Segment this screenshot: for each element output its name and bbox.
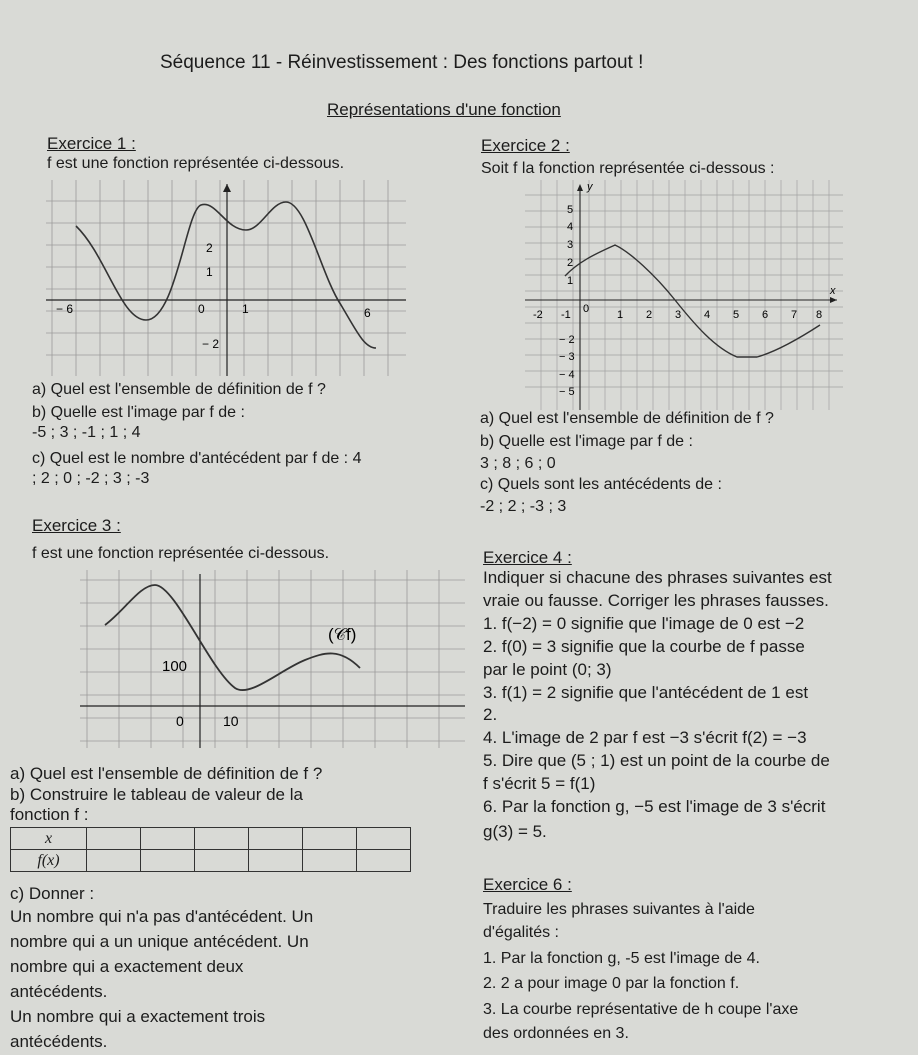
ex4-heading: Exercice 4 : [483,548,572,567]
ex4-line-1: Indiquer si chacune des phrases suivantes est [483,568,832,587]
ex1-graph [46,180,406,376]
ex3-item-6: antécédents. [10,1032,108,1051]
ex3-item-1: Un nombre qui n'a pas d'antécédent. Un [10,907,314,926]
ex4-line-7: 2. [483,705,498,724]
ex1-intro: f est une fonction représentée ci-dessous. [47,155,345,172]
ex3-heading: Exercice 3 : [32,516,121,535]
ex2-x3: 3 [675,309,682,321]
table-cell[interactable] [141,828,195,850]
ex2-xm2: -2 [533,309,543,321]
table-cell[interactable] [141,850,195,872]
ex3-x0: 0 [176,713,184,729]
ex3-row-x [11,828,411,850]
ex4-line-9: 5. Dire que (5 ; 1) est un point de la courbe de [483,751,830,770]
table-cell[interactable] [87,828,141,850]
ex3-intro: f est une fonction représentée ci-dessous. [32,545,330,562]
ex4-line-8: 4. L'image de 2 par f est −3 s'écrit f(2) = −3 [483,728,807,747]
ex1-lbl-6: 6 [364,306,371,320]
ex2-x8: 8 [816,309,823,321]
ex1-lbl-x1: 1 [242,302,249,316]
ex6-line-2: d'égalités : [483,924,559,941]
ex3-curve-label: (𝒞f) [328,625,357,644]
ex2-x1: 1 [617,309,624,321]
table-cell[interactable] [87,850,141,872]
ex3-item-2: nombre qui a un unique antécédent. Un [10,932,309,951]
ex2-y4: 4 [567,221,574,233]
ex1-lbl-2: 2 [206,241,213,255]
table-cell[interactable] [303,850,357,872]
ex2-axis-y: y [587,181,593,193]
ex6-line-6: des ordonnées en 3. [483,1025,629,1042]
ex6-heading: Exercice 6 : [483,875,572,894]
ex3-qa: a) Quel est l'ensemble de définition de f ? [10,764,323,783]
ex1-grid [46,180,406,376]
ex2-heading: Exercice 2 : [481,136,570,155]
ex3-row-fx-label: f(x) [11,850,87,872]
ex1-lbl-1: 1 [206,265,213,279]
ex4-line-3: 1. f(−2) = 0 signifie que l'image de 0 est −2 [483,614,805,633]
ex1-lbl-m6: − 6 [56,302,74,316]
ex2-qb: b) Quelle est l'image par f de : [480,433,693,450]
ex2-x6: 6 [762,309,769,321]
ex3-graph [80,570,465,748]
ex3-curve [105,585,360,690]
table-cell[interactable] [357,828,411,850]
ex4-line-6: 3. f(1) = 2 signifie que l'antécédent de 1 est [483,683,809,702]
page-subtitle: Représentations d'une fonction [327,100,561,119]
ex2-y3: 3 [567,239,574,251]
ex2-x5: 5 [733,309,740,321]
table-cell[interactable] [249,850,303,872]
ex2-y5: 5 [567,204,574,216]
ex6-line-3: 1. Par la fonction g, -5 est l'image de 4. [483,950,760,967]
page-title: Séquence 11 - Réinvestissement : Des fonctions partout ! [160,52,644,73]
ex1-qc: c) Quel est le nombre d'antécédent par f de : 4 [32,450,362,467]
ex3-value-table [10,827,411,872]
ex2-ym4: − 4 [559,369,575,381]
ex2-ym3: − 3 [559,351,575,363]
ex4-line-10: f s'écrit 5 = f(1) [483,774,596,793]
ex1-qc-values: ; 2 ; 0 ; -2 ; 3 ; -3 [32,470,150,487]
ex3-item-3: nombre qui a exactement deux [10,957,244,976]
ex2-qb-values: 3 ; 8 ; 6 ; 0 [480,455,556,472]
ex2-x0: 0 [583,303,590,315]
table-cell[interactable] [357,850,411,872]
table-cell[interactable] [303,828,357,850]
ex2-qc: c) Quels sont les antécédents de : [480,476,722,493]
ex1-lbl-0: 0 [198,302,205,316]
ex2-xm1: -1 [561,309,571,321]
ex3-qb2: fonction f : [10,805,89,824]
ex2-curve [565,245,823,357]
ex4-line-11: 6. Par la fonction g, −5 est l'image de 3 s'écrit [483,797,826,816]
ex1-qa: a) Quel est l'ensemble de définition de f ? [32,381,326,398]
ex6-line-5: 3. La courbe représentative de h coupe l'axe [483,1001,799,1018]
ex2-qa: a) Quel est l'ensemble de définition de f ? [480,410,774,427]
ex2-x4: 4 [704,309,711,321]
ex2-x2: 2 [646,309,653,321]
ex1-lbl-m2: − 2 [202,337,220,351]
ex3-grid [80,570,465,748]
ex2-y1: 1 [567,275,574,287]
ex3-x10: 10 [223,713,239,729]
ex2-axis-x: x [830,285,836,297]
ex1-qb: b) Quelle est l'image par f de : [32,404,245,421]
ex2-x-arrow [830,297,837,303]
ex2-ym2: − 2 [559,334,575,346]
ex1-y-arrow [223,184,231,192]
ex2-qc-values: -2 ; 2 ; -3 ; 3 [480,498,567,515]
ex2-ym5: − 5 [559,386,575,398]
ex2-y2: 2 [567,257,574,269]
ex4-line-5: par le point (0; 3) [483,660,612,679]
table-cell[interactable] [195,828,249,850]
ex3-y100: 100 [162,658,188,675]
ex2-graph [525,180,843,410]
ex4-line-2: vraie ou fausse. Corriger les phrases fausses. [483,591,829,610]
ex3-row-fx [11,850,411,872]
ex2-y-arrow [577,184,583,191]
ex3-qb1: b) Construire le tableau de valeur de la [10,785,303,804]
ex3-row-x-label: x [11,828,87,850]
table-cell[interactable] [249,828,303,850]
ex3-qc: c) Donner : [10,884,95,903]
ex3-item-5: Un nombre qui a exactement trois [10,1007,266,1026]
ex3-item-4: antécédents. [10,982,108,1001]
ex6-line-1: Traduire les phrases suivantes à l'aide [483,901,755,918]
ex4-line-12: g(3) = 5. [483,822,547,841]
ex2-x7: 7 [791,309,798,321]
ex1-curve [76,202,376,348]
ex1-heading: Exercice 1 : [47,134,136,153]
ex4-line-4: 2. f(0) = 3 signifie que la courbe de f passe [483,637,805,656]
ex2-intro: Soit f la fonction représentée ci-dessous : [481,160,775,177]
table-cell[interactable] [195,850,249,872]
ex1-qb-values: -5 ; 3 ; -1 ; 1 ; 4 [32,424,141,441]
ex6-line-4: 2. 2 a pour image 0 par la fonction f. [483,975,740,992]
